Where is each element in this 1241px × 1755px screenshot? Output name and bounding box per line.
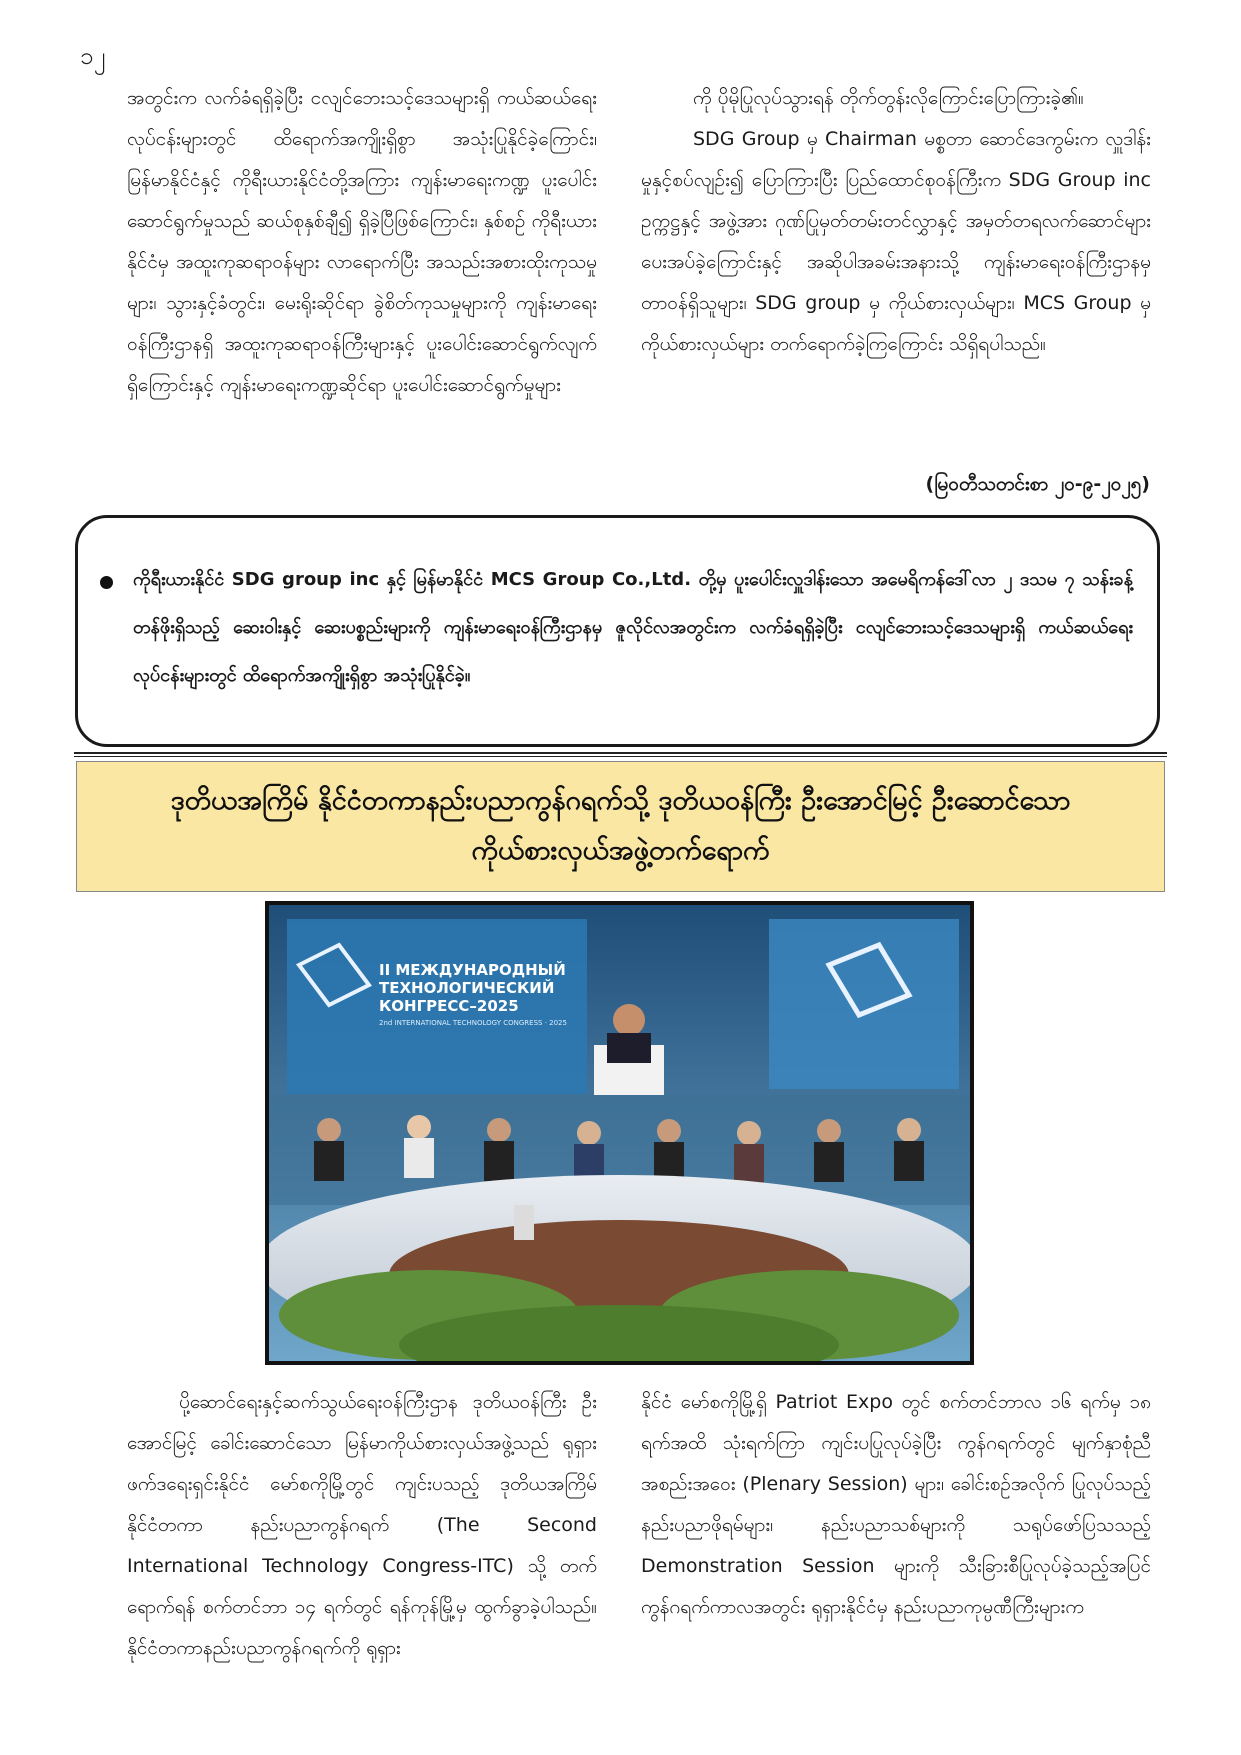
article-column-bottom-left [127, 1382, 597, 1669]
headline-box [76, 761, 1165, 892]
news-photo [265, 901, 974, 1365]
divider-rule [74, 756, 1167, 757]
article-column-top-left [127, 78, 597, 406]
divider-rule [74, 752, 1167, 754]
article-column-bottom-right [641, 1382, 1151, 1628]
paragraph: SDG Group မှ Chairman မစ္စတာ ဆောင်ဒေကွမ်းက လှူဒါန်းမှုနှင့်စပ်လျဉ်း၍ ပြောကြားပြီး ပြည်ထောင်စုဝန်ကြီးက SDG Group inc ဥက္ကဋ္ဌနှင့် အဖွဲ့အား ဂုဏ်ပြုမှတ်တမ်းတင်လွှာနှင့် အမှတ်တရလက်ဆောင်များ ပေးအပ်ခဲ့ကြောင်းနှင့် အဆိုပါအခမ်းအနားသို့ ကျန်းမာရေးဝန်ကြီးဌာနမှ တာဝန်ရှိသူများ၊ SDG group မှ ကိုယ်စားလှယ်များ၊ MCS Group မှ ကိုယ်စားလှယ်များ တက်ရောက်ခဲ့ကြကြောင်း သိရှိရပါသည်။ [641, 128, 1151, 355]
center-vase [514, 1205, 534, 1240]
paragraph: ပို့ဆောင်ရေးနှင့်ဆက်သွယ်ရေးဝန်ကြီးဌာန ဒုတိယဝန်ကြီး ဦးအောင်မြင့် ခေါင်းဆောင်သော မြန်မာကိုယ်စားလှယ်အဖွဲ့သည် ရုရှားဖက်ဒရေးရှင်းနိုင်ငံ မော်စကိုမြို့တွင် ကျင်းပသည့် ဒုတိယအကြိမ် နိုင်ငံတကာ နည်းပညာကွန်ဂရက် (The Second International Technology Congress-ITC) သို့ တက်ရောက်ရန် စက်တင်ဘာ ၁၄ ရက်တွင် ရန်ကုန်မြို့မှ ထွက်ခွာခဲ့ပါသည်။ နိုင်ငံတကာနည်းပညာကွန်ဂရက်ကို ရုရှား [127, 1391, 597, 1659]
headline-line: ဒုတိယအကြိမ် နိုင်ငံတကာနည်းပညာကွန်ဂရက်သို့ ဒုတိယဝန်ကြီး ဦးအောင်မြင့် ဦးဆောင်သော [170, 785, 1071, 816]
highlight-text: ကိုရီးယားနိုင်ငံ SDG group inc နှင့် မြန်မာနိုင်ငံ MCS Group Co.,Ltd. တို့မှ ပူးပေါင်းလှူဒါန်းသော အမေရိကန်ဒေါ်လာ ၂ ဒသမ ၇ သန်းခန့်တန်ဖိုးရှိသည့် ဆေးဝါးနှင့် ဆေးပစ္စည်းများကို ကျန်းမာရေးဝန်ကြီးဌာနမှ ဇူလိုင်လအတွင်းက လက်ခံရရှိခဲ့ပြီး ငလျင်ဘေးသင့်ဒေသများရှိ ကယ်ဆယ်ရေးလုပ်ငန်းများတွင် ထိရောက်အကျိုးရှိစွာ အသုံးပြုနိုင်ခဲ့။ [133, 569, 1133, 686]
source-credit: (မြဝတီသတင်းစာ ၂၀-၉-၂၀၂၅) [925, 473, 1150, 495]
bullet-icon [100, 576, 113, 589]
headline-line: ကိုယ်စားလှယ်အဖွဲ့တက်ရောက် [471, 835, 770, 866]
screen-text: 2nd INTERNATIONAL TECHNOLOGY CONGRESS · 2025 [379, 1019, 567, 1027]
article-column-top-right [641, 78, 1151, 365]
screen-text: II МЕЖДУНАРОДНЫЙ [379, 961, 566, 979]
screen-text: КОНГРЕСС–2025 [379, 997, 519, 1015]
photo-conference-illustration [269, 905, 970, 1361]
screen-text: ТЕХНОЛОГИЧЕСКИЙ [379, 979, 555, 997]
page-number: ၁၂ [80, 42, 106, 70]
right-screen [769, 919, 959, 1089]
highlight-box [75, 515, 1160, 747]
speaker [607, 1033, 651, 1063]
paragraph: ကို ပိုမိုပြုလုပ်သွားရန် တိုက်တွန်းလိုကြောင်းပြောကြားခဲ့၏။ [693, 87, 1084, 109]
speaker [613, 1004, 645, 1036]
paragraph: နိုင်ငံ မော်စကိုမြို့ရှိ Patriot Expo တွင် စက်တင်ဘာလ ၁၆ ရက်မှ ၁၈ ရက်အထိ သုံးရက်ကြာ ကျင်းပပြုလုပ်ခဲ့ပြီး ကွန်ဂရက်တွင် မျက်နှာစုံညီအစည်းအဝေး (Plenary Session) များ၊ ခေါင်းစဉ်အလိုက် ပြုလုပ်သည့် နည်းပညာဖိုရမ်များ၊ နည်းပညာသစ်များကို သရုပ်ဖော်ပြသသည့် Demonstration Session များကို သီးခြားစီပြုလုပ်ခဲ့သည့်အပြင် ကွန်ဂရက်ကာလအတွင်း ရုရှားနိုင်ငံမှ နည်းပညာကုမ္ပဏီကြီးများက [641, 1391, 1151, 1618]
paragraph: အတွင်းက လက်ခံရရှိခဲ့ပြီး ငလျင်ဘေးသင့်ဒေသများရှိ ကယ်ဆယ်ရေးလုပ်ငန်းများတွင် ထိရောက်အကျိုးရှိစွာ အသုံးပြုနိုင်ခဲ့ကြောင်း၊ မြန်မာနိုင်ငံနှင့် ကိုရီးယားနိုင်ငံတို့အကြား ကျန်းမာရေးကဏ္ဍ ပူးပေါင်းဆောင်ရွက်မှုသည် ဆယ်စုနှစ်ချီ၍ ရှိခဲ့ပြီဖြစ်ကြောင်း၊ နှစ်စဉ် ကိုရီးယားနိုင်ငံမှ အထူးကုဆရာဝန်များ လာရောက်ပြီး အသည်းအစားထိုးကုသမှုများ၊ သွားနှင့်ခံတွင်း၊ မေးရိုးဆိုင်ရာ ခွဲစိတ်ကုသမှုများကို ကျန်းမာရေးဝန်ကြီးဌာနရှိ အထူးကုဆရာဝန်ကြီးများနှင့် ပူးပေါင်းဆောင်ရွက်လျက်ရှိကြောင်းနှင့် ကျန်းမာရေးကဏ္ဍဆိုင်ရာ ပူးပေါင်းဆောင်ရွက်မှုများ [127, 87, 597, 396]
